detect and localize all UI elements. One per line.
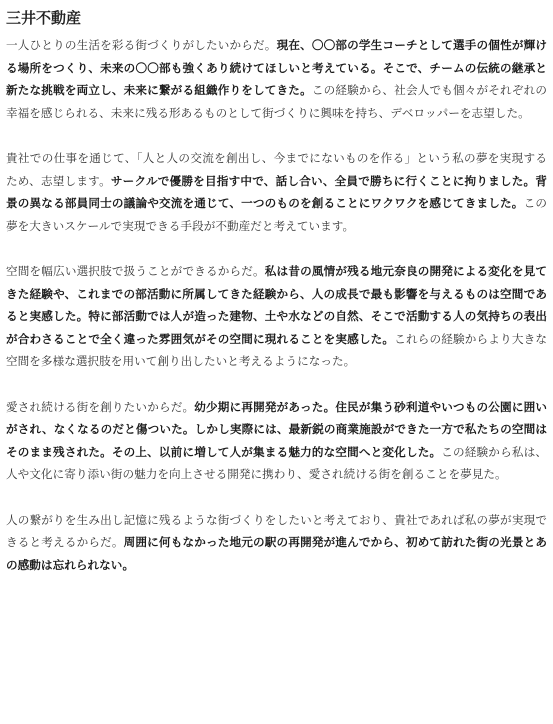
paragraph-text: この夢を大きいスケールで実現できる手段が不動産だと考えています。 — [6, 196, 547, 233]
paragraph-1 — [6, 34, 547, 124]
paragraph-text: 愛され続ける街を創りたいからだ。 — [6, 399, 195, 414]
paragraph-text: 空間を幅広い選択肢で扱うことができるからだ。 — [6, 264, 265, 278]
paragraph-bold-text: サークルで優勝を目指す中で、話し合い、全員で勝ちに行くことに拘りました。背景の異なる部員同士の議論や交流を通じて、一つのものを創ることにワクワクを感じてきました。 — [6, 173, 547, 210]
paragraph-bold-text: 現在、〇〇部の学生コーチとして選手の個性が輝ける場所をつくり、未来の〇〇部も強くあり続けてほしいと考えている。そこで、チームの伝統の継承と新たな挑戦を両立し、未来に繋がる組織作りをしてきた。 — [6, 38, 547, 97]
paragraph-bold-text: 周囲に何もなかった地元の駅の再開発が進んでから、初めて訪れた街の光景とあの感動は忘れられない。 — [6, 535, 547, 572]
company-title: 三井不動産 — [6, 9, 82, 27]
paragraph-bold-text: 幼少期に再開発があった。住民が集う砂利道やいつもの公園に囲いがされ、なくなるのだと傷ついた。しかし実際には、最新鋭の商業施設ができた一方で私たちの空間はそのまま残された。その上、以前に増して人が集まる魅力的な空間へと変化した。 — [6, 399, 547, 459]
paragraph-bold-text: 私は昔の風情が残る地元奈良の開発による変化を見てきた経験や、これまでの部活動に所属してきた経験から、人の成長で最も影響を与えるものは空間であると実感した。特に部活動では人が造った建物、土や水などの自然、そこで活動する人の気持ちの表出が合わさることで全く違った雰囲気がその空間に現れることを実感した。 — [6, 264, 547, 346]
paragraph-4 — [6, 396, 547, 486]
paragraph-text: この経験から私は、人や文化に寄り添い街の魅力を向上させる開発に携わり、愛され続ける街を創ることを夢見た。 — [6, 444, 548, 481]
paragraph-text: この経験から、社会人でも個々がそれぞれの幸福を感じられる、未来に残る形あるものとして街づくりに興味を持ち、デベロッパーを志望した。 — [6, 83, 547, 120]
paragraph-text: 一人ひとりの生活を彩る街づくりがしたいからだ。 — [6, 38, 277, 52]
paragraph-5 — [6, 509, 547, 577]
paragraph-2 — [6, 147, 547, 237]
paragraph-text: 貴社での仕事を通じて、「人と人の交流を創出し、今までにないものを作る」という私の夢を実現するため、志望します。 — [6, 151, 547, 188]
paragraph-text: これらの経験からより大きな空間を多様な選択肢を用いて創り出したいと考えるようになった。 — [6, 331, 547, 368]
paragraph-3 — [6, 260, 547, 373]
paragraph-text: 人の繋がりを生み出し記憶に残るような街づくりをしたいと考えており、貴社であれば私の夢が実現できると考えるからだ。 — [6, 512, 547, 549]
